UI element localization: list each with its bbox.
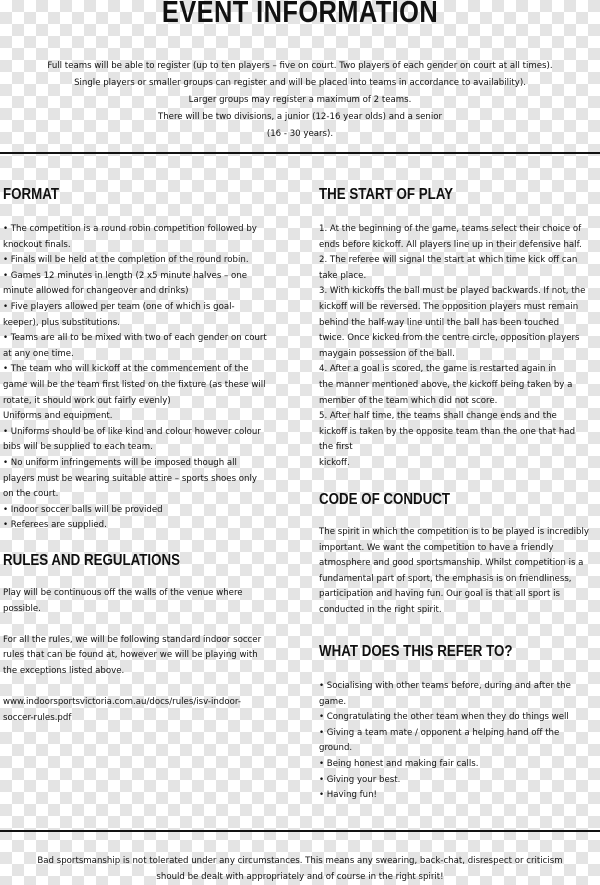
conduct-line: conducted in the right spirit. [319, 604, 442, 615]
rules-url-line: soccer-rules.pdf [3, 712, 72, 723]
intro-line: Larger groups may register a maximum of 2 teams. [188, 95, 412, 105]
format-line: at any one time. [3, 348, 74, 359]
footer-line: Bad sportsmanship is not tolerated under any circumstances. This means any swearing, back-chat, disrespect or criticism [37, 856, 563, 866]
intro-line: Single players or smaller groups can register and will be placed into teams in accordance to availability). [74, 78, 526, 88]
page-title: EVENT INFORMATION [161, 0, 439, 29]
rules-heading: RULES AND REGULATIONS [3, 552, 180, 569]
conduct-line: fundamental part of sport, the emphasis is on friendliness, [319, 573, 572, 584]
start-line: maygain possession of the ball. [319, 348, 455, 359]
start-line: 3. With kickoffs the ball must be played backwards. If not, the [319, 286, 586, 297]
format-line: minute allowed for changeover and drinks) [3, 286, 189, 297]
divider-top [0, 152, 600, 154]
start-line: kickoff is taken by the opposite team than the one that had [319, 426, 576, 437]
format-line: • The team who will kickoff at the commencement of the [3, 364, 249, 375]
intro-text [20, 58, 580, 143]
refer-section [319, 679, 600, 804]
start-line: the first [319, 442, 353, 453]
format-line: • Teams are all to be mixed with two of each gender on court [3, 333, 267, 344]
rules-url-line: www.indoorsportsvictoria.com.au/docs/rules/isv-indoor- [3, 697, 241, 708]
start-line: take place. [319, 270, 367, 281]
format-line: • Five players allowed per team (one of which is goal- [3, 301, 235, 312]
conduct-section [319, 525, 600, 619]
rules-section [3, 586, 285, 726]
start-line: the manner mentioned above, the kickoff being taken by a [319, 379, 573, 390]
start-line: kickoff. [319, 457, 350, 468]
conduct-line: important. We want the competition to have a friendly [319, 542, 554, 553]
format-line: Uniforms and equipment. [3, 411, 113, 422]
start-line: behind the half-way line until the ball has been touched [319, 317, 560, 328]
refer-line: • Giving a team mate / opponent a helping hand off the [319, 727, 560, 738]
format-line: keeper), plus substitutions. [3, 317, 120, 328]
start-line: twice. Once kicked from the centre circle, opposition players [319, 333, 580, 344]
start-line: 1. At the beginning of the game, teams select their choice of [319, 224, 582, 234]
start-line: member of the team which did not score. [319, 395, 498, 406]
refer-heading: WHAT DOES THIS REFER TO? [319, 643, 513, 660]
format-line: • Finals will be held at the completion of the round robin. [3, 255, 249, 266]
start-line: 4. After a goal is scored, the game is restarted again in [319, 364, 557, 375]
format-line: • No uniform infringements will be imposed though all [3, 457, 237, 468]
conduct-line: atmosphere and good sportsmanship. Whilst competition is a [319, 558, 584, 569]
conduct-line: participation and having fun. Our goal is that all sport is [319, 589, 560, 600]
intro-line: There will be two divisions, a junior (12-16 year olds) and a senior [157, 112, 443, 122]
rules-line [3, 680, 285, 696]
intro-line: Full teams will be able to register (up to ten players – five on court. Two players of each gender on court at all times). [47, 61, 553, 71]
start-section [319, 222, 600, 472]
conduct-heading: CODE OF CONDUCT [319, 491, 451, 508]
footer-note [10, 853, 590, 885]
divider-bottom [0, 830, 600, 832]
format-heading: FORMAT [3, 186, 60, 203]
start-line: 2. The referee will signal the start at which time kick off can [319, 255, 578, 266]
conduct-line: The spirit in which the competition is to be played is incredibly [319, 527, 589, 537]
start-line: ends before kickoff. All players line up in their defensive half. [319, 239, 582, 250]
rules-line: possible. [3, 603, 41, 614]
rules-line: Play will be continuous off the walls of the venue where [3, 588, 243, 598]
refer-line: game. [319, 696, 347, 707]
format-line: • Games 12 minutes in length (2 x5 minute halves – one [3, 270, 248, 281]
rules-line: rules that can be found at, however we will be playing with [3, 650, 258, 661]
format-line: knockout finals. [3, 239, 71, 250]
start-line: kickoff will be reversed. The opposition players must remain [319, 301, 579, 312]
refer-line: • Congratulating the other team when they do things well [319, 712, 569, 723]
refer-line: • Socialising with other teams before, during and after the [319, 681, 571, 691]
format-line: bibs will be supplied to each team. [3, 442, 153, 453]
footer-line: should be dealt with appropriately and of course in the right spirit! [156, 872, 444, 882]
format-line: • The competition is a round robin competition followed by [3, 224, 257, 234]
format-line: on the court. [3, 489, 59, 500]
refer-line: ground. [319, 743, 353, 754]
format-line: rotate, it should work out fairly evenly) [3, 395, 171, 406]
rules-line: For all the rules, we will be following standard indoor soccer [3, 634, 262, 645]
start-heading: THE START OF PLAY [319, 186, 454, 203]
format-section [3, 222, 285, 534]
format-line: players must be wearing suitable attire – sports shoes only [3, 473, 257, 484]
rules-line: the exceptions listed above. [3, 665, 125, 676]
format-line: • Referees are supplied. [3, 520, 107, 531]
refer-line: • Having fun! [319, 790, 377, 801]
format-line: • Uniforms should be of like kind and colour however colour [3, 426, 261, 437]
start-line: 5. After half time, the teams shall change ends and the [319, 411, 557, 422]
refer-line: • Being honest and making fair calls. [319, 758, 479, 769]
refer-line: • Giving your best. [319, 774, 401, 785]
intro-line: (16 - 30 years). [266, 129, 334, 139]
format-line: game will be the team first listed on the fixture (as these will [3, 379, 266, 390]
format-line: • Indoor soccer balls will be provided [3, 504, 163, 515]
rules-line [3, 617, 285, 633]
